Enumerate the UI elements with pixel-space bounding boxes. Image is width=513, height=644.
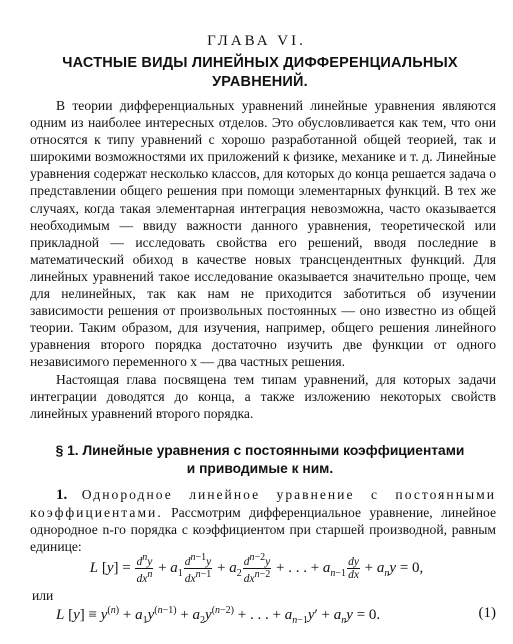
section-heading [40, 442, 480, 478]
item-text: Рассмотрим дифференциальное уравнение, линейное однородное n-го порядка с коэффициентом при старшей производной, равным единице: [30, 505, 496, 555]
item-heading: Однородное линейное уравнение с постоянными коэффициентами. [30, 487, 496, 521]
connector-word: или [32, 588, 54, 603]
frac-dy-dx: $\frac{dy}{dx}$ [348, 555, 359, 581]
equation-number: (1) [478, 605, 496, 621]
equation-operator: L $[y] \equiv y^{(n)} + a_1y^{(n-1)} + a_2y^{(n-2)}$ + . . . + $a_{n-1}y' + a_ny = 0$. (1) [56, 605, 496, 626]
chapter-title [40, 54, 480, 92]
paragraph-2: Настоящая глава посвящена тем типам уравнений, для которых задачи интеграции доводятся до конца, а также изложению некоторых свойств линейных уравнений второго порядка. [30, 371, 496, 421]
frac-dn2y-dxn2: $\frac{d^{n-2}y}{dx^{n-2}}$ [243, 552, 271, 585]
frac-dny-dxn: $\frac{d^ny}{dx^n}$ [136, 552, 153, 585]
section-heading-line-2: и приводимые к ним. [186, 461, 334, 476]
paragraph-1: В теории дифференциальных уравнений линейные уравнения являются одним из наиболее интересных отделов. Это обусловливается как тем, что они относятся к типу уравнений с хорошо разработанной общей теорией, так и широкими возможностями их приложений к физике, механике и т. д. Линейные уравнения содержат несколько классов, для которых до конца решается задача о представлении общего решения при помощи элементарных функций. В тех же случаях, когда такая элементарная интеграция невозможна, часто оказывается необходимым — ввиду важности данного уравнения, теоретической или прикладной — исследовать свойства его решений, вводя последние в математический обиход в качестве новых трансцендентных функций. Для линейных уравнений такое исследование оказывается значительно проще, чем для нелинейных, так как нам не приходится заботиться об изучении зависимости решения от произвольных постоянных — оно известно из общей теории. Таким образом, для изучения, например, общего решения линейного уравнения второго порядка достаточно изучить две функции от одного независимого переменного x — два частных решения. [30, 98, 496, 370]
chapter-heading: ГЛАВА VI. [207, 33, 306, 49]
frac-dn1y-dxn1: $\frac{d^{n-1}y}{dx^{n-1}}$ [184, 552, 212, 585]
equation-general: L [y] = $\frac{d^ny}{dx^n}$ + $a_1$ $\frac{d^{n-1}y}{dx^{n-1}}$ + $a_2$ $\frac{d^{n-2}y}{dx^{n-2}}$ + . . . + $a_{n-1}$ $\frac{dy}{dx}$ + $a_ny = 0$, [89, 552, 424, 585]
chapter-title-line-2: УРАВНЕНИЙ. [212, 74, 308, 90]
intro-text [30, 97, 496, 422]
item-number: 1. [56, 487, 68, 503]
item-1 [30, 486, 496, 555]
item-1-paragraph [30, 486, 496, 555]
chapter-title-line-1: ЧАСТНЫЕ ВИДЫ ЛИНЕЙНЫХ ДИФФЕРЕНЦИАЛЬНЫХ [62, 55, 458, 71]
section-heading-line-1: § 1. Линейные уравнения с постоянными коэффициентами [55, 443, 465, 458]
